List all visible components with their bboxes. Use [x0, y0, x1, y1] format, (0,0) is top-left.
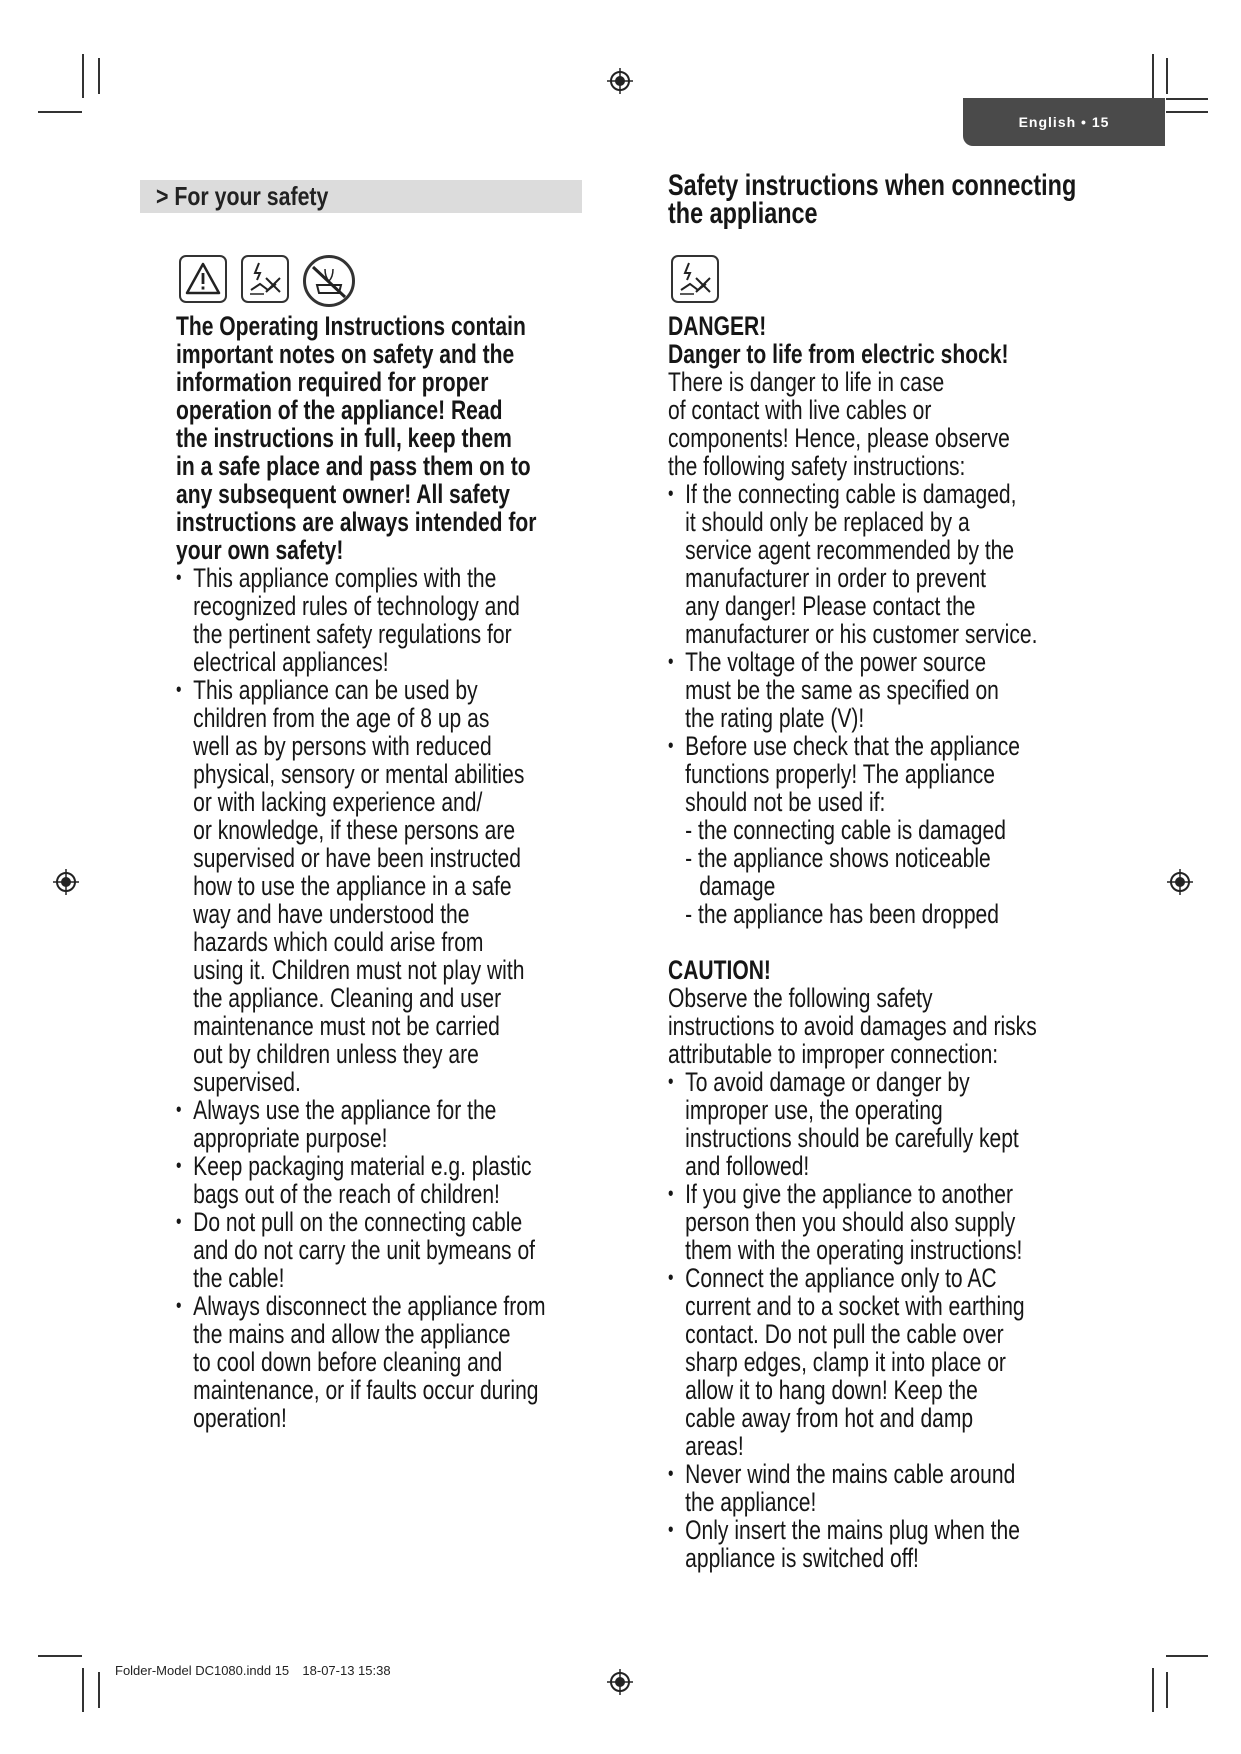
dash-item: - the appliance has been dropped	[685, 899, 999, 929]
list-item: • If the connecting cable is damaged, it should only be replaced by a service agent recommended by the manufacturer in order to prevent any danger! Please contact the manufacturer or his customer service.	[668, 480, 1037, 648]
electric-shock-icon	[241, 255, 289, 303]
left-bullet-list	[176, 564, 546, 1432]
section-title: > For your safety	[156, 181, 329, 211]
list-item: • Always use the appliance for the appropriate purpose!	[176, 1096, 546, 1152]
text-line: your own safety!	[176, 535, 344, 565]
right-column	[668, 312, 1142, 1572]
caution-intro: Observe the following safety instructions to avoid damages and risks attributable to improper connection:	[668, 983, 1037, 1069]
text-line: The Operating Instructions contain	[176, 311, 526, 341]
file-slug-name: Folder-Model DC1080.indd 15	[115, 1663, 290, 1678]
text-line: any subsequent owner! All safety	[176, 479, 510, 509]
crop-mark	[38, 1655, 82, 1657]
left-column	[176, 312, 650, 1432]
crop-mark	[98, 58, 100, 94]
danger-heading: Danger to life from electric shock!	[668, 339, 1009, 369]
left-icon-row	[179, 255, 355, 307]
crop-mark	[1152, 1668, 1154, 1712]
list-item: • The voltage of the power source must be the same as specified on the rating plate (V)!	[668, 648, 1037, 732]
registration-mark-icon	[53, 869, 79, 895]
crop-mark	[1166, 1672, 1168, 1708]
no-water-icon	[303, 255, 355, 307]
text-line: in a safe place and pass them on to	[176, 451, 531, 481]
text-line: Safety instructions when connecting	[668, 169, 1077, 202]
dash-item: - the appliance shows noticeable	[685, 843, 991, 873]
text-line: the appliance	[668, 197, 818, 230]
list-item: • Keep packaging material e.g. plastic bags out of the reach of children!	[176, 1152, 546, 1208]
caution-label: CAUTION!	[668, 955, 771, 985]
crop-mark	[98, 1672, 100, 1708]
right-icon-row	[671, 255, 719, 303]
text-line: important notes on safety and the	[176, 339, 515, 369]
dash-list	[685, 816, 1037, 928]
list-item: • Do not pull on the connecting cable and do not carry the unit bymeans of the cable!	[176, 1208, 546, 1292]
crop-mark	[1166, 58, 1168, 94]
crop-mark	[1166, 1655, 1208, 1657]
list-item: • If you give the appliance to another person then you should also supply them with the operating instructions!	[668, 1180, 1037, 1264]
caution-bullet-list	[668, 1068, 1037, 1572]
list-item: • This appliance can be used by children from the age of 8 up as well as by persons with reduced physical, sensory or mental abilities or with lacking experience and/ or knowledge, if these persons are supervised or have been instructed how to use the appliance in a safe way and have understood the hazards which could arise from using it. Children must not play with the appliance. Cleaning and user maintenance must not be carried out by children unless they are supervised.	[176, 676, 546, 1096]
file-slug-date: 18-07-13 15:38	[302, 1663, 391, 1678]
list-item: • Only insert the mains plug when the appliance is switched off!	[668, 1516, 1037, 1572]
section-title-bar	[140, 180, 582, 213]
list-item: • This appliance complies with the recognized rules of technology and the pertinent safety regulations for electrical appliances!	[176, 564, 546, 676]
danger-intro: There is danger to life in case of contact with live cables or components! Hence, please observe the following safety instructions:	[668, 367, 1010, 481]
electric-shock-icon	[671, 255, 719, 303]
file-slug	[115, 1663, 391, 1678]
list-item: • Always disconnect the appliance from the mains and allow the appliance to cool down before cleaning and maintenance, or if faults occur during operation!	[176, 1292, 546, 1432]
crop-mark	[38, 111, 82, 113]
registration-mark-icon	[607, 68, 633, 94]
text-line: instructions are always intended for	[176, 507, 537, 537]
danger-bullet-list	[668, 480, 1037, 928]
registration-mark-icon	[607, 1669, 633, 1695]
text-line: operation of the appliance! Read	[176, 395, 503, 425]
text-line: the instructions in full, keep them	[176, 423, 512, 453]
list-item: • To avoid damage or danger by improper use, the operating instructions should be carefully kept and followed!	[668, 1068, 1037, 1180]
crop-mark	[82, 1668, 84, 1712]
right-title	[668, 169, 1191, 230]
dash-item-continued: damage	[699, 871, 776, 901]
list-item: • Connect the appliance only to AC current and to a socket with earthing contact. Do not pull the cable over sharp edges, clamp it into place or allow it to hang down! Keep the cable away from hot and damp areas!	[668, 1264, 1037, 1460]
intro-text	[176, 312, 546, 564]
text-line: information required for proper	[176, 367, 489, 397]
registration-mark-icon	[1167, 869, 1193, 895]
dash-item: - the connecting cable is damaged	[685, 815, 1006, 845]
crop-mark	[1166, 98, 1208, 100]
warning-triangle-icon	[179, 255, 227, 303]
list-item: • Never wind the mains cable around the appliance!	[668, 1460, 1037, 1516]
danger-label: DANGER!	[668, 311, 767, 341]
list-item: • Before use check that the appliance functions properly! The appliance should not be used if: - the connecting cable is damaged - the appliance shows noticeable damage - the appliance has been dropped	[668, 732, 1037, 928]
crop-mark	[1152, 54, 1154, 98]
crop-mark	[82, 54, 84, 98]
page-label: English • 15	[963, 98, 1165, 146]
crop-mark	[1166, 111, 1208, 113]
